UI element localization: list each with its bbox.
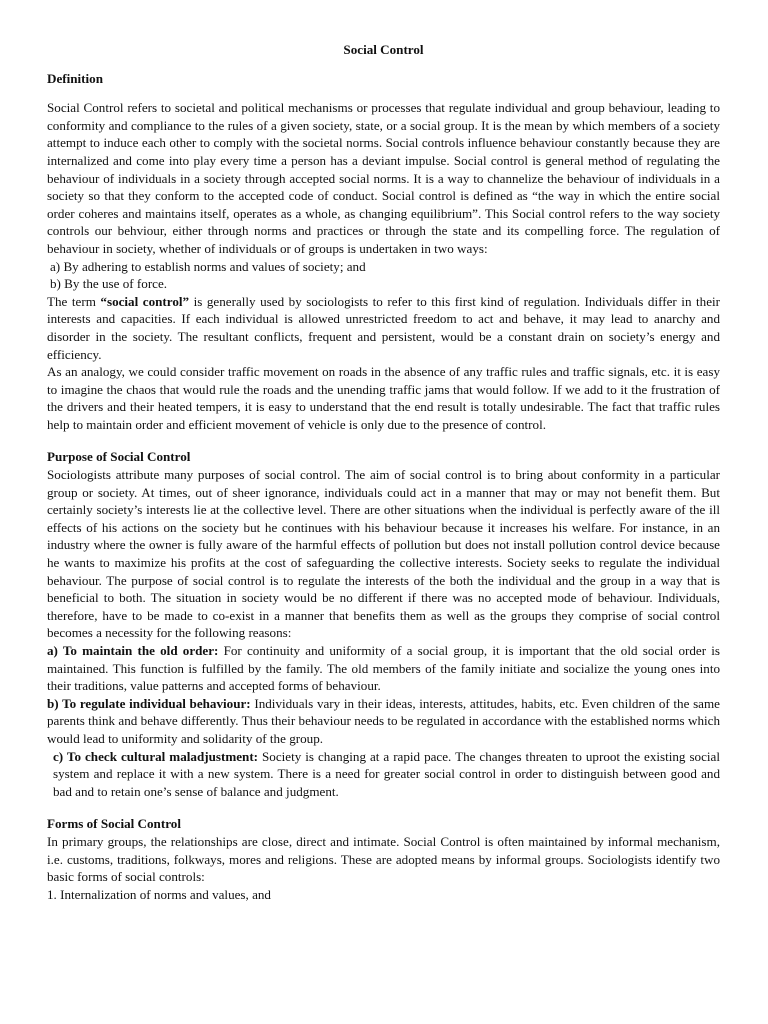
purpose-item-c [47,748,720,801]
definition-heading: Definition [47,70,104,86]
term-intro: The term [47,293,101,309]
term-rest: is generally used by sociologists to refer to this first kind of regulation. Individuals differ in their interests and capacities. If each individual is allowed unrestricted freedom to act and behave, it may lead to anarchy and disorder in the society. The resultant conflicts, frequent and persistent, would be a constant drain on society’s energy and efficiency. [47,293,721,362]
purpose-heading: Purpose of Social Control [47,449,191,465]
social-control-term-paragraph [47,293,720,363]
traffic-analogy-paragraph: As an analogy, we could consider traffic movement on roads in the absence of any traffic rules and traffic signals, etc. it is easy to imagine the chaos that would rule the roads and the unending traffic jams that would follow. If we add to it the frustration of the drivers and their heated tempers, it is easy to understand that the end result is totally undesirable. The fact that traffic rules help to maintain order and efficient movement of vehicle is only due to the presence of control. [47,364,720,432]
purpose-item-b-text: Individuals vary in their ideas, interests, attitudes, habits, etc. Even children of the same parents think and behave differently. Thus their behaviour needs to be regulated in accordance with the established norms which would lead to uniformity and solidarity of the group. [47,695,720,746]
purpose-item-c-text: Society is changing at a rapid pace. The changes threaten to uproot the existing social system and replace it with a new system. There is a need for greater social control in order to distinguish between good and bad and to retain one’s sense of balance and judgment. [53,748,720,799]
document-page [47,41,720,903]
forms-paragraph: In primary groups, the relationships are close, direct and intimate. Social Control is often maintained by informal mechanism, i.e. customs, traditions, folkways, mores and religions. These are adopted means by informal groups. Sociologists identify two basic forms of social controls: [47,833,720,885]
purpose-item-b [47,695,720,748]
purpose-paragraph: Sociologists attribute many purposes of social control. The aim of social control is to bring about conformity in a particular group or society. At times, out of sheer ignorance, individuals could act in a manner that may or may not benefit them. But certainly society’s interests lie at the collective level. There are other situations when the individual is perfectly aware of the ill effects of his actions on the society but he continues with his behaviour because it increases his welfare. For instance, in an industry where the owner is fully aware of the harmful effects of pollution but does not install pollution control device because he wants to maximize his profits at the cost of safeguarding the collective interests. Society seeks to regulate the individual behaviour. The purpose of social control is to regulate the interests of the both the individual and the group in a way that is beneficial to both. The situation in society would be no different if there was no accepted mode of behaviour. Individuals, therefore, have to be made to co-exist in a manner that benefits them as well as the groups they comprise of social control becomes a necessity for the following reasons: [47,467,720,641]
purpose-item-c-title: c) To check cultural maladjustment: [53,748,259,764]
purpose-item-a-text: For continuity and uniformity of a social group, it is important that the old social order is maintained. This function is fulfilled by the family. The old members of the family initiate and socialize the young ones into their traditions, value patterns and accepted forms of behaviour. [47,643,720,694]
regulation-way-a: a) By adhering to establish norms and values of society; and [50,258,366,274]
purpose-item-a [47,642,720,695]
page-title: Social Control [343,42,424,57]
regulation-way-b: b) By the use of force. [50,276,168,292]
forms-heading: Forms of Social Control [47,816,181,832]
forms-list-item-1: 1. Internalization of norms and values, and [47,886,271,902]
purpose-item-b-title: b) To regulate individual behaviour: [47,695,251,711]
purpose-item-a-title: a) To maintain the old order: [47,643,219,658]
definition-paragraph: Social Control refers to societal and political mechanisms or processes that regulate individual and group behaviour, leading to conformity and compliance to the rules of a given society, state, or a social group. It is the mean by which members of a society attempt to induce each other to comply with the societal norms. Social controls influence behaviour constantly because they are internalized and come into play every time a person has a deviant impulse. Social control is general method of regulating the behaviour of individuals in a society through accepted social norms. It is a way to channelize the behaviour of individuals in a society so that they conform to the accepted code of conduct. Social control is defined as “the way in which the entire social order coheres and maintains itself, operates as a whole, as changing equilibrium”. This Social control refers to the way society controls our behviour, either through norms and practices or through the state and its compelling force. The regulation of behaviour in society, whether of individuals or of groups is undertaken in two ways: [47,100,720,256]
term-bold: “social control” [100,293,190,309]
